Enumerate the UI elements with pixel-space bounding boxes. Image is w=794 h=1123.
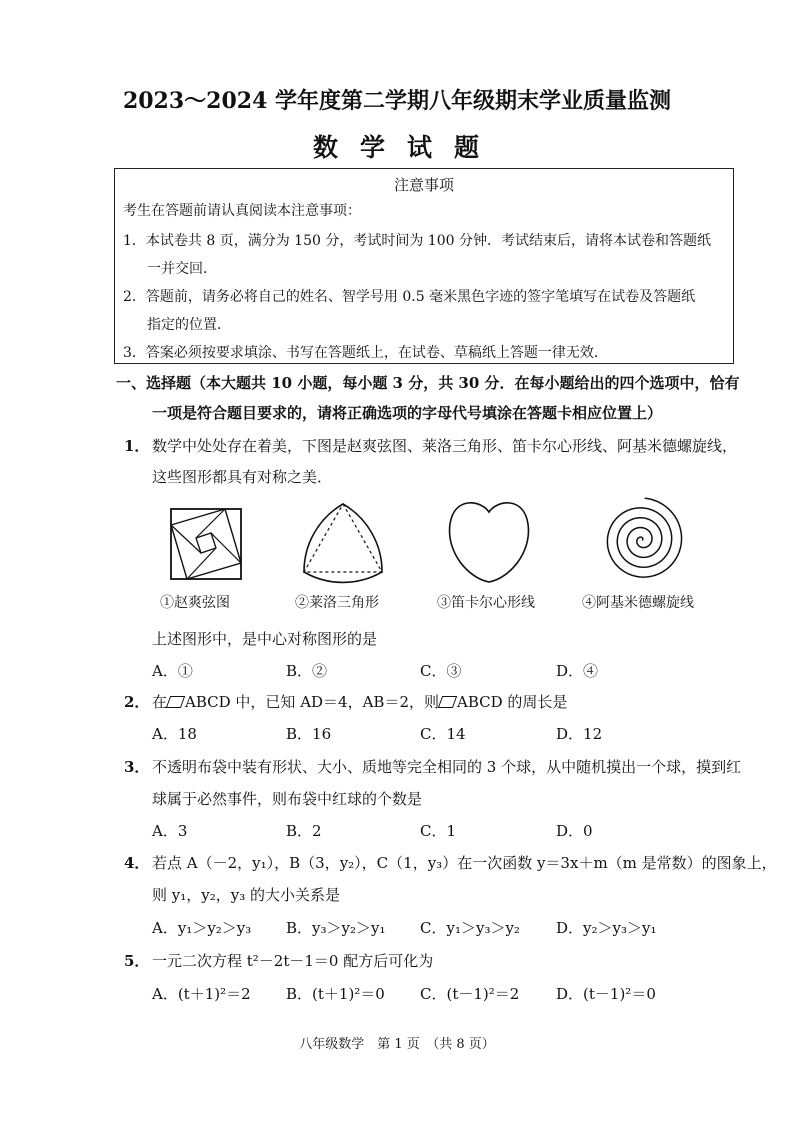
q4-text-cont: 则 y₁，y₂，y₃ 的大小关系是 — [152, 886, 340, 904]
q5-number: 5． — [124, 952, 150, 970]
q4-option-b: B．y₃＞y₂＞y₁ — [286, 919, 386, 937]
q2-text-mid: ABCD 中，已知 AD＝4，AB＝2，则 — [185, 693, 439, 711]
q5-option-d: D．(t－1)²＝0 — [556, 985, 656, 1003]
q3-text-cont: 球属于必然事件，则布袋中红球的个数是 — [152, 790, 423, 808]
section1-heading-cont: 一项是符合题目要求的，请将正确选项的字母代号填涂在答题卡相应位置上） — [152, 404, 663, 422]
q2-option-d: D．12 — [556, 725, 603, 743]
notice-item-2-cont: 指定的位置． — [147, 317, 231, 333]
subject-title: 数学试题 — [312, 133, 501, 162]
reuleaux-triangle — [298, 498, 388, 586]
q2-option-a: A．18 — [152, 725, 197, 743]
q4-option-c: C．y₁＞y₃＞y₂ — [420, 919, 520, 937]
q3-option-d: D．0 — [556, 822, 593, 840]
q1-text-cont: 这些图形都具有对称之美． — [152, 468, 333, 486]
q5-option-b: B．(t＋1)²＝0 — [286, 985, 385, 1003]
notice-item-1: 1．本试卷共 8 页，满分为 150 分，考试时间为 100 分钟．考试结束后，请将本试卷和答题纸 — [123, 233, 711, 249]
notice-item-3: 3．答案必须按要求填涂、书写在答题纸上，在试卷、草稿纸上答题一律无效． — [123, 345, 608, 361]
caption-spiral: ④阿基米德螺旋线 — [582, 595, 694, 611]
q2-text-pre: 在 — [152, 693, 168, 711]
archimedean-spiral — [596, 494, 688, 586]
q4-number: 4． — [124, 854, 150, 872]
q3-text: 不透明布袋中装有形状、大小、质地等完全相同的 3 个球，从中随机摸出一个球，摸到红 — [152, 758, 742, 776]
notice-item-1-cont: 一并交回． — [147, 261, 217, 277]
q5-option-c: C．(t－1)²＝2 — [420, 985, 520, 1003]
notice-title: 注意事项 — [393, 176, 454, 194]
q3-number: 3． — [124, 758, 150, 776]
q4-text: 若点 A（－2，y₁），B（3，y₂），C（1，y₃）在一次函数 y＝3x＋m（m 是常数）的图象上， — [152, 854, 777, 872]
q1-number: 1． — [124, 437, 150, 455]
caption-reuleaux: ②莱洛三角形 — [295, 595, 379, 611]
q2-text — [152, 691, 567, 712]
caption-cardioid: ③笛卡尔心形线 — [437, 595, 535, 611]
notice-intro: 考生在答题前请认真阅读本注意事项： — [123, 203, 361, 219]
page-footer: 八年级数学 第 1 页 （共 8 页） — [299, 1037, 495, 1052]
q1-option-d: D．④ — [556, 662, 599, 680]
q2-number: 2． — [124, 693, 150, 711]
q1-text: 数学中处处存在着美，下图是赵爽弦图、莱洛三角形、笛卡尔心形线、阿基米德螺旋线， — [152, 437, 738, 455]
notice-box — [114, 168, 734, 364]
q4-option-a: A．y₁＞y₂＞y₃ — [152, 919, 252, 937]
q5-text: 一元二次方程 t²－2t－1＝0 配方后可化为 — [152, 952, 434, 970]
q2-option-b: B．16 — [286, 725, 332, 743]
q2-option-c: C．14 — [420, 725, 466, 743]
q3-option-b: B．2 — [286, 822, 322, 840]
caption-zhao-shuang: ①赵爽弦图 — [160, 595, 230, 611]
zhao-shuang-diagram — [168, 506, 244, 582]
q1-question: 上述图形中，是中心对称图形的是 — [152, 630, 378, 648]
q3-option-a: A．3 — [152, 822, 188, 840]
q2-text-post: ABCD 的周长是 — [457, 693, 568, 711]
q5-option-a: A．(t＋1)²＝2 — [152, 985, 251, 1003]
q4-option-d: D．y₂＞y₃＞y₁ — [556, 919, 657, 937]
parallelogram-icon — [166, 696, 185, 708]
q1-option-c: C．③ — [420, 662, 462, 680]
q1-option-a: A．① — [152, 662, 193, 680]
q1-option-b: B．② — [286, 662, 328, 680]
exam-title: 2023～2024 学年度第二学期八年级期末学业质量监测 — [122, 88, 672, 114]
notice-item-2: 2．答题前，请务必将自己的姓名、智学号用 0.5 毫米黑色字迹的签字笔填写在试卷及答题纸 — [123, 289, 696, 305]
parallelogram-icon — [438, 696, 457, 708]
q3-option-c: C．1 — [420, 822, 457, 840]
cardioid-curve — [446, 494, 532, 586]
section1-heading: 一、选择题（本大题共 10 小题，每小题 3 分，共 30 分．在每小题给出的四个选项中，恰有 — [116, 374, 740, 392]
